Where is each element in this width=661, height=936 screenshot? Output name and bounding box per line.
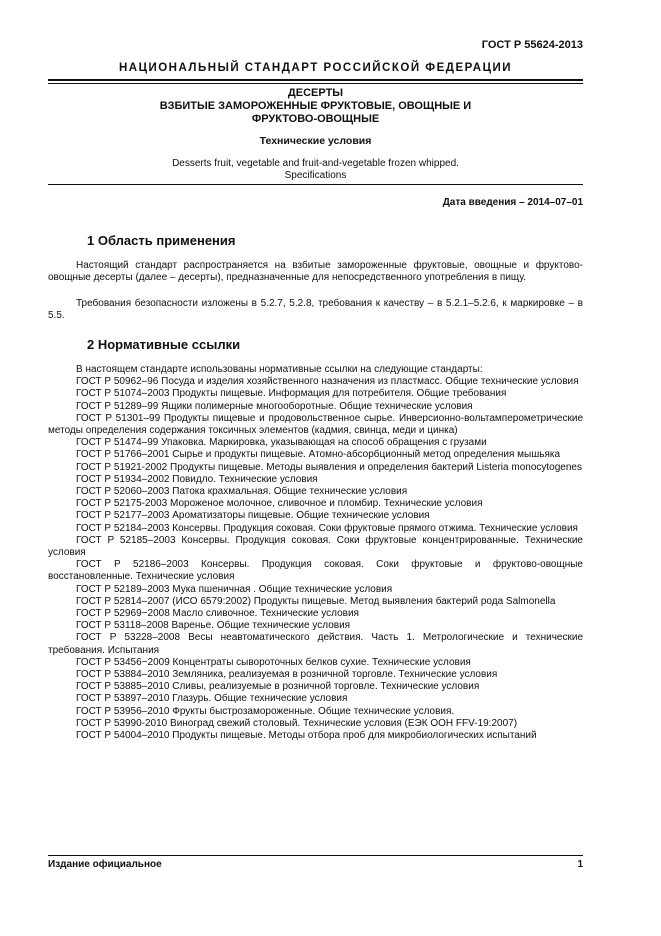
section-1-heading: 1 Область применения bbox=[87, 233, 236, 248]
document-subtitle: Технические условия bbox=[259, 135, 372, 147]
reference-item: ГОСТ Р 51934–2002 Повидло. Технические условия bbox=[76, 473, 318, 485]
standard-number: ГОСТ Р 55624-2013 bbox=[481, 39, 583, 51]
reference-item: ГОСТ Р 52177–2003 Ароматизаторы пищевые. Общие технические условия bbox=[76, 510, 430, 522]
footer-rule bbox=[48, 855, 583, 856]
reference-item: ГОСТ Р 52185–2003 Консервы. Продукция соковая. Соки фруктовые концентрированные. Технические условия bbox=[48, 534, 583, 559]
introduction-date: Дата введения – 2014–07–01 bbox=[442, 197, 583, 208]
section-2-heading: 2 Нормативные ссылки bbox=[87, 337, 241, 352]
header-rule-thick bbox=[48, 79, 583, 81]
reference-item: ГОСТ Р 51301–99 Продукты пищевые и продовольственное сырье. Инверсионно-вольтамперометрические методы определения содержания токсичных элементов (кадмия, свинца, меди и цинка) bbox=[48, 412, 583, 437]
title-line-1: ДЕСЕРТЫ bbox=[287, 87, 344, 99]
document-title bbox=[48, 87, 583, 126]
reference-item: ГОСТ Р 52060–2003 Патока крахмальная. Общие технические условия bbox=[76, 486, 408, 498]
english-title-line-1: Desserts fruit, vegetable and fruit-and-vegetable frozen whipped. bbox=[172, 158, 459, 169]
reference-item: ГОСТ Р 52184–2003 Консервы. Продукция соковая. Соки фруктовые прямого отжима. Технические условия bbox=[76, 522, 578, 534]
reference-item: ГОСТ Р 53956–2010 Фрукты быстрозамороженные. Общие технические условия. bbox=[76, 705, 455, 717]
reference-item: ГОСТ Р 53228–2008 Весы неавтоматического действия. Часть 1. Метрологические и технические требования. Испытания bbox=[48, 632, 583, 656]
reference-item: ГОСТ Р 54004–2010 Продукты пищевые. Методы отбора проб для микробиологических испытаний bbox=[76, 730, 537, 742]
official-edition-label: Издание официальное bbox=[48, 859, 162, 870]
reference-item: ГОСТ Р 53456−2009 Концентраты сывороточных белков сухие. Технические условия bbox=[76, 656, 471, 668]
reference-item: ГОСТ Р 51289–99 Ящики полимерные многооборотные. Общие технические условия bbox=[76, 400, 473, 412]
reference-item: ГОСТ Р 53897–2010 Глазурь. Общие технические условия bbox=[76, 693, 348, 705]
references-intro: В настоящем стандарте использованы нормативные ссылки на следующие стандарты: bbox=[76, 364, 483, 375]
reference-item: ГОСТ Р 52189–2003 Мука пшеничная . Общие технические условия bbox=[76, 583, 393, 595]
english-title-line-2: Specifications bbox=[284, 170, 347, 181]
title-line-3: ФРУКТОВО-ОВОЩНЫЕ bbox=[251, 113, 380, 125]
english-title bbox=[48, 158, 583, 182]
reference-item: ГОСТ Р 52969−2008 Масло сливочное. Технические условия bbox=[76, 608, 359, 620]
reference-item: ГОСТ Р 53885–2010 Сливы, реализуемые в розничной торговле. Технические условия bbox=[76, 681, 480, 693]
reference-item: ГОСТ Р 51766–2001 Сырье и продукты пищевые. Атомно-абсорбционный метод определения мышьяка bbox=[76, 449, 561, 461]
reference-item: ГОСТ Р 51474–99 Упаковка. Маркировка, указывающая на способ обращения с грузами bbox=[76, 437, 487, 449]
reference-item: ГОСТ Р 53990-2010 Виноград свежий столовый. Технические условия (ЕЭК ООН FFV-19:2007) bbox=[76, 717, 518, 729]
section-1-paragraph-1: Настоящий стандарт распространяется на взбитые замороженные фруктовые, овощные и фруктово-овощные десерты (далее – десерты), предназначенные для непосредственного употребления в пищу. bbox=[48, 260, 583, 284]
reference-item: ГОСТ Р 52186–2003 Консервы. Продукция соковая. Соки фруктовые и фруктово-овощные восстановленные. Технические условия bbox=[48, 559, 583, 583]
page-number: 1 bbox=[577, 859, 583, 870]
reference-item: ГОСТ Р 51074–2003 Продукты пищевые. Информация для потребителя. Общие требования bbox=[76, 388, 507, 400]
title-line-2: ВЗБИТЫЕ ЗАМОРОЖЕННЫЕ ФРУКТОВЫЕ, ОВОЩНЫЕ И bbox=[159, 100, 472, 112]
reference-item: ГОСТ Р 50962–96 Посуда и изделия хозяйственного назначения из пластмасс. Общие технические условия bbox=[76, 376, 579, 388]
reference-item: ГОСТ Р 53884–2010 Земляника, реализуемая в розничной торговле. Технические условия bbox=[76, 669, 498, 681]
reference-item: ГОСТ Р 52175-2003 Мороженое молочное, сливочное и пломбир. Технические условия bbox=[76, 498, 483, 510]
reference-item: ГОСТ Р 52814–2007 (ИСО 6579:2002) Продукты пищевые. Метод выявления бактерий рода Salmonella bbox=[76, 595, 556, 607]
national-standard-title: НАЦИОНАЛЬНЫЙ СТАНДАРТ РОССИЙСКОЙ ФЕДЕРАЦИИ bbox=[118, 62, 513, 74]
header-rule-thin bbox=[48, 83, 583, 84]
title-rule bbox=[48, 184, 583, 185]
section-1-paragraph-2: Требования безопасности изложены в 5.2.7, 5.2.8, требования к качеству – в 5.2.1–5.2.6, к маркировке – в 5.5. bbox=[48, 298, 583, 322]
reference-item: ГОСТ Р 51921-2002 Продукты пищевые. Методы выявления и определения бактерий Listeria monocytogenes bbox=[76, 461, 582, 473]
reference-item: ГОСТ Р 53118–2008 Варенье. Общие технические условия bbox=[76, 620, 351, 632]
normative-references-list bbox=[48, 364, 583, 742]
